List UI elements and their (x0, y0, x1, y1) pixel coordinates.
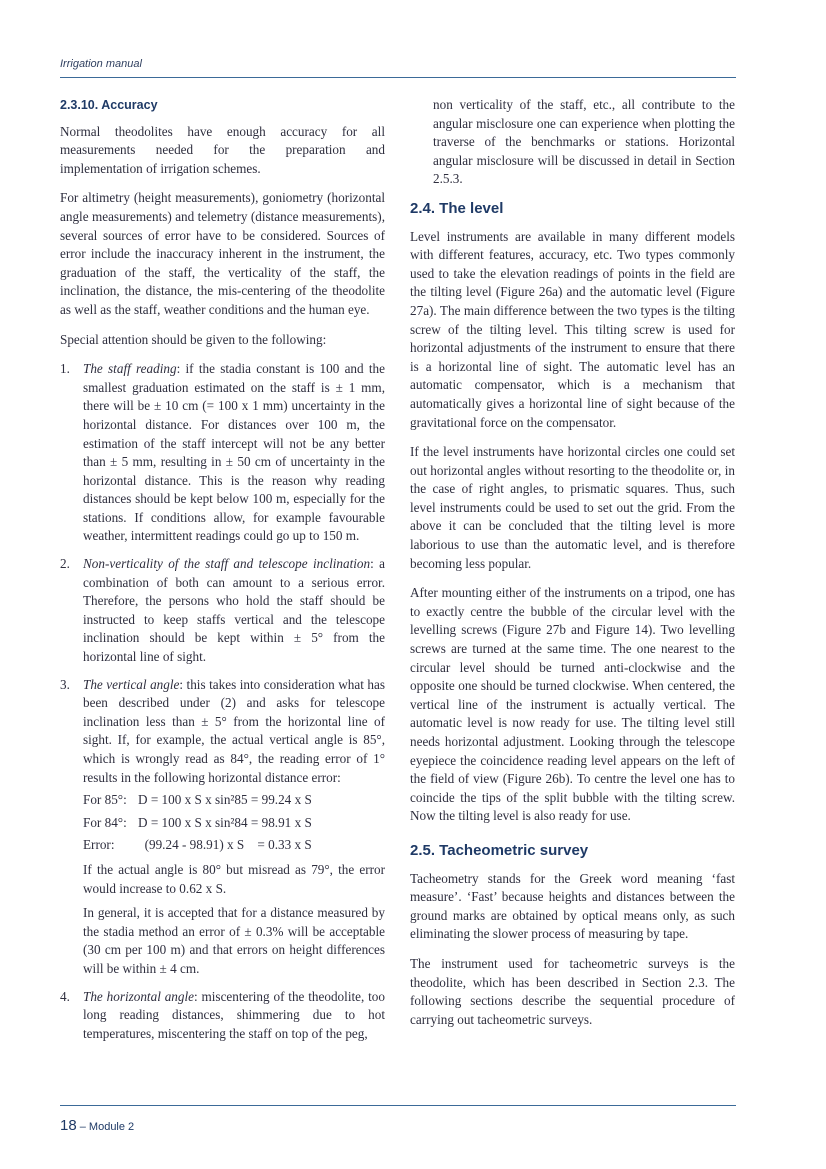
formula-label: For 84°: (83, 814, 127, 830)
page-number: 18 (60, 1117, 77, 1134)
module-label: – Module 2 (76, 1121, 135, 1133)
list-number: 4. (60, 988, 70, 1004)
list-item (60, 360, 385, 546)
paragraph: Tacheometry stands for the Greek word meaning ‘fast measure’. ‘Fast’ because heights and distances between the ground marks are obtained by optical means only, as such eliminating the slower process of measuring by tape. (410, 870, 735, 942)
list-number: 3. (60, 676, 70, 692)
list-term: Non-verticality of the staff and telescope inclination (83, 556, 371, 572)
page-footer (60, 1117, 134, 1135)
footer-rule (60, 1105, 736, 1106)
continuation-paragraph: non verticality of the staff, etc., all contribute to the angular misclosure one can experience when plotting the traverse of the benchmarks or stations. Horizontal angular misclosure will be discussed in detail in Section 2.5.3. (433, 97, 735, 187)
list-term: The staff reading (83, 361, 177, 377)
section-heading-accuracy: 2.3.10. Accuracy (60, 98, 158, 112)
header-rule (60, 77, 736, 78)
formula-line (83, 791, 385, 810)
paragraph: In general, it is accepted that for a distance measured by the stadia method an error of ± 0.3% will be acceptable (30 cm per 100 m) and that errors on height differences will be within ± 4 cm. (83, 905, 385, 976)
formula-label: Error: (83, 837, 115, 853)
list-text: : if the stadia constant is 100 and the smallest graduation estimated on the staff is ± 1 mm, there will be ± 10 cm (= 100 x 1 mm) uncertainty in the horizontal distance. For distances over 100 m, the estimation of the staff intercept will not be any better than ± 5 mm, resulting in ± 50 cm of uncertainty in the horizontal distance. This is the reason why reading distances should be kept below 100 m, especially for the stations. If conditions allow, for example favourable weather, intermittent readings could go up to 150 m. (83, 361, 385, 544)
list-item (60, 988, 385, 1044)
paragraph: For altimetry (height measurements), goniometry (horizontal angle measurements) and telemetry (distance measurements), several sources of error have to be considered. Sources of error include the inaccuracy inherent in the instrument, the graduation of the staff, the verticality of the staff, the inclination, the distance, the mis-centering of the theodolite as well as the staff, weather conditions and the human eye. (60, 190, 385, 317)
list-item (60, 676, 385, 979)
formula-line (83, 836, 385, 855)
paragraph: The instrument used for tacheometric surveys is the theodolite, which has been described in Section 2.3. The following sections describe the sequential procedure of carrying out tacheometric surveys. (410, 955, 735, 1027)
list-term: The horizontal angle (83, 988, 194, 1004)
list-text: : this takes into consideration what has been described under (2) and asks for telescope inclination less than ± 5° from the horizontal line of sight. If, for example, the actual vertical angle is 85°, which is wrongly read as 84°, the reading error of 1° results in the following horizontal distance error: (83, 676, 385, 785)
paragraph: Level instruments are available in many different models with different features, accuracy, etc. Two types commonly used to take the elevation readings of points in the field are the tilting level (Figure 26a) and the automatic level (Figure 27a). The main difference between the two types is the tilting screw of the tilting level. This tilting screw is used for horizontal adjustments of the instrument to ensure that there is a horizontal line of sight. The automatic level has an automatic compensator, which is a mechanism that automatically gives a horizontal line of sight because of the gravitational force on the compensator. (410, 228, 735, 430)
paragraph: If the actual angle is 80° but misread as 79°, the error would increase to 0.62 x S. (83, 861, 385, 896)
running-header: Irrigation manual (60, 58, 142, 70)
formula-line (83, 814, 385, 833)
left-column (60, 96, 385, 1052)
formula-label: For 85°: (83, 792, 127, 808)
paragraph: Normal theodolites have enough accuracy for all measurements needed for the preparation and implementation of irrigation schemes. (60, 123, 385, 176)
formula-expression: (99.24 - 98.91) x S = 0.33 x S (138, 837, 312, 853)
list-term: The vertical angle (83, 676, 180, 692)
list-text: : a combination of both can amount to a serious error. Therefore, the persons who hold the staff should be instructed to keep staffs vertical and the telescope inclination should be kept within ± 5° from the horizontal line of sight. (83, 556, 385, 665)
list-number: 2. (60, 556, 70, 572)
section-heading-level: 2.4. The level (410, 199, 504, 217)
formula-expression: D = 100 x S x sin²85 = 99.24 x S (138, 792, 312, 808)
paragraph: If the level instruments have horizontal circles one could set out horizontal angles without resorting to the theodolite or, in the case of right angles, to prismatic squares. Thus, such level instruments could be used to set out the grid. From the above it can be concluded that the tilting level is more laborious to use than the automatic level, and is therefore becoming less popular. (410, 444, 735, 571)
paragraph: Special attention should be given to the following: (60, 331, 327, 347)
paragraph: After mounting either of the instruments on a tripod, one has to exactly centre the bubble of the circular level with the levelling screws (Figure 27b and Figure 14). Two levelling screws are turned at the same time. The one nearest to the circular level should be turned anti-clockwise and the opposite one should be turned clockwise. When centered, the vertical line of the instrument is actually vertical. The automatic level is now ready for use. The tilting level still needs horizontal adjustment. Looking through the telescope eyepiece the coincidence reading level appears on the left of the field of view (Figure 26b). To centre the level one has to coincide the tips of the split bubble with the tilting screw. Now the tilting level is also ready for use. (410, 585, 735, 824)
section-heading-tacheometric: 2.5. Tacheometric survey (410, 841, 589, 859)
list-text: : miscentering of the theodolite, too long reading distances, shimmering due to hot temperatures, miscentering the staff on top of the peg, (83, 988, 385, 1041)
right-column (410, 96, 735, 1040)
formula-expression: D = 100 x S x sin²84 = 98.91 x S (138, 814, 312, 830)
list-number: 1. (60, 361, 70, 377)
list-item (60, 555, 385, 667)
